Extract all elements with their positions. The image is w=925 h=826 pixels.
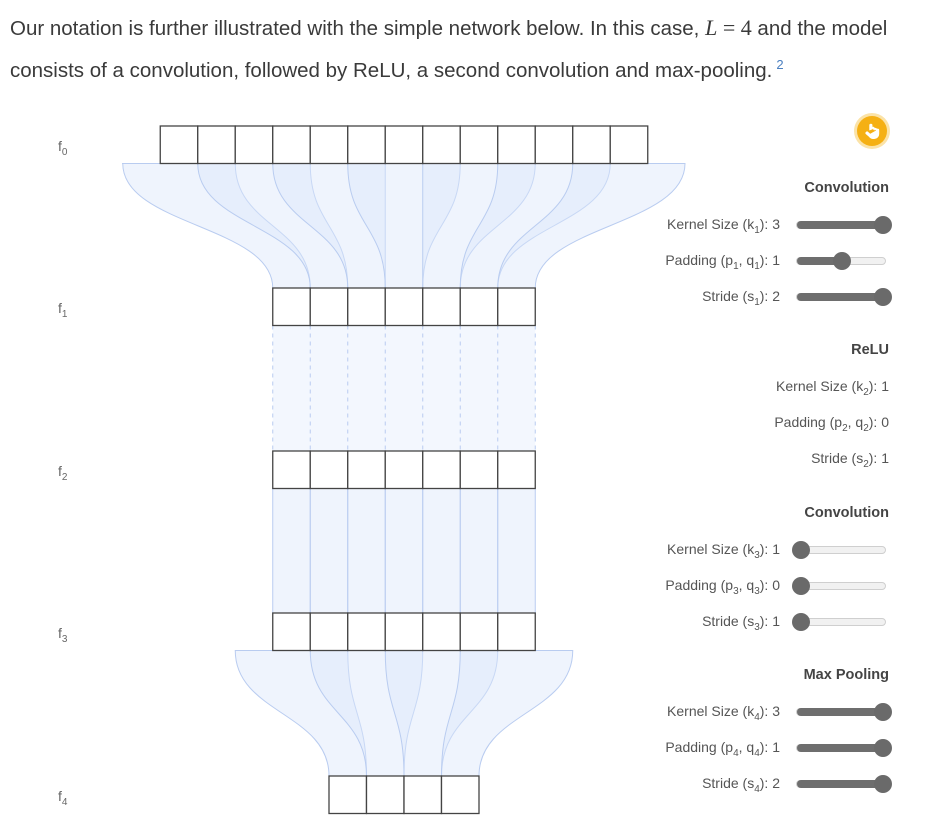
feature-cell xyxy=(460,126,498,164)
control-group-title: Convolution xyxy=(804,505,889,521)
math-expression: L = 4 xyxy=(705,15,752,40)
param-slider[interactable] xyxy=(796,708,886,716)
slider-knob[interactable] xyxy=(833,252,851,270)
feature-cell xyxy=(498,288,536,326)
param-slider[interactable] xyxy=(796,618,886,626)
slider-knob[interactable] xyxy=(874,703,892,721)
slider-knob[interactable] xyxy=(792,541,810,559)
feature-cell xyxy=(423,451,461,489)
pool-fan xyxy=(442,651,573,777)
feature-cell xyxy=(460,451,498,489)
conv-band xyxy=(310,489,348,614)
conv-band xyxy=(498,489,536,614)
feature-cell xyxy=(423,288,461,326)
intro-text-1: Our notation is further illustrated with the simple network below. In this case, xyxy=(10,17,706,40)
feature-cell xyxy=(273,288,311,326)
param-label: Kernel Size $(k_3)$: 1 xyxy=(667,541,780,561)
feature-cell xyxy=(329,776,367,814)
feature-cell xyxy=(385,288,423,326)
param-slider[interactable] xyxy=(796,744,886,752)
relu-band xyxy=(460,326,498,452)
feature-cell xyxy=(385,451,423,489)
slider-fill xyxy=(797,744,885,752)
param-label: Kernel Size $(k_2)$: 1 xyxy=(776,378,889,398)
feature-cell xyxy=(367,776,405,814)
slider-fill xyxy=(797,708,885,716)
feature-cell xyxy=(273,451,311,489)
control-group-title: ReLU xyxy=(851,342,889,358)
slider-fill xyxy=(797,293,885,301)
conv-band xyxy=(273,489,311,614)
param-label: Stride $(s_1)$: 2 xyxy=(702,288,780,308)
layer-label-f1: $f_1$ xyxy=(58,300,68,320)
feature-cell xyxy=(404,776,442,814)
feature-cell xyxy=(348,613,386,651)
feature-cell xyxy=(498,451,536,489)
interact-button[interactable] xyxy=(857,116,887,146)
layer-label-f4: $f_4$ xyxy=(58,788,68,808)
param-slider[interactable] xyxy=(796,221,886,229)
slider-knob[interactable] xyxy=(792,577,810,595)
relu-band xyxy=(385,326,423,452)
feature-cell xyxy=(535,126,573,164)
slider-knob[interactable] xyxy=(874,739,892,757)
feature-cell xyxy=(310,288,348,326)
feature-cell xyxy=(610,126,648,164)
param-slider[interactable] xyxy=(796,582,886,590)
feature-cell xyxy=(348,451,386,489)
feature-cell xyxy=(423,126,461,164)
feature-cell xyxy=(310,613,348,651)
hand-pointer-icon xyxy=(863,122,881,140)
param-label: Padding ($p_2$, $q_2$): 0 xyxy=(774,414,889,434)
feature-cell xyxy=(273,126,311,164)
conv-band xyxy=(460,489,498,614)
feature-cell xyxy=(235,126,273,164)
relu-band xyxy=(423,326,461,452)
param-label: Stride $(s_3)$: 1 xyxy=(702,613,780,633)
layer-label-f0: $f_0$ xyxy=(58,138,68,158)
slider-knob[interactable] xyxy=(874,288,892,306)
param-label: Padding ($p_4$, $q_4$): 1 xyxy=(665,739,780,759)
feature-cell xyxy=(310,451,348,489)
param-label: Padding ($p_3$, $q_3$): 0 xyxy=(665,577,780,597)
conv-band xyxy=(385,489,423,614)
feature-cell xyxy=(348,288,386,326)
layer-label-f3: $f_3$ xyxy=(58,625,68,645)
param-label: Padding ($p_1$, $q_1$): 1 xyxy=(665,252,780,272)
feature-cell xyxy=(498,613,536,651)
feature-cell xyxy=(460,613,498,651)
footnote-link[interactable]: 2 xyxy=(776,57,784,72)
feature-cell xyxy=(442,776,480,814)
param-label: Kernel Size $(k_1)$: 3 xyxy=(667,216,780,236)
param-slider[interactable] xyxy=(796,780,886,788)
intro-text-2: and the model consists of a convolution, followed by ReLU, a second convolution and max-pooling. xyxy=(10,17,888,82)
slider-knob[interactable] xyxy=(874,775,892,793)
control-group-title: Max Pooling xyxy=(803,667,889,683)
param-label: Stride $(s_4)$: 2 xyxy=(702,775,780,795)
feature-cell xyxy=(573,126,611,164)
param-slider[interactable] xyxy=(796,546,886,554)
feature-cell xyxy=(348,126,386,164)
feature-cell xyxy=(273,613,311,651)
slider-knob[interactable] xyxy=(792,613,810,631)
feature-cell xyxy=(385,613,423,651)
slider-knob[interactable] xyxy=(874,216,892,234)
slider-fill xyxy=(797,221,885,229)
relu-band xyxy=(348,326,386,452)
param-slider[interactable] xyxy=(796,257,886,265)
slider-fill xyxy=(797,780,885,788)
layer-label-f2: $f_2$ xyxy=(58,463,68,483)
control-group-title: Convolution xyxy=(804,180,889,196)
conv-band xyxy=(423,489,461,614)
relu-band xyxy=(498,326,536,452)
conv-band xyxy=(348,489,386,614)
feature-cell xyxy=(160,126,198,164)
feature-cell xyxy=(460,288,498,326)
feature-cell xyxy=(310,126,348,164)
param-slider[interactable] xyxy=(796,293,886,301)
feature-cell xyxy=(498,126,536,164)
param-label: Stride $(s_2)$: 1 xyxy=(811,450,889,470)
feature-cell xyxy=(198,126,236,164)
relu-band xyxy=(310,326,348,452)
param-label: Kernel Size $(k_4)$: 3 xyxy=(667,703,780,723)
relu-band xyxy=(273,326,311,452)
feature-cell xyxy=(385,126,423,164)
feature-cell xyxy=(423,613,461,651)
